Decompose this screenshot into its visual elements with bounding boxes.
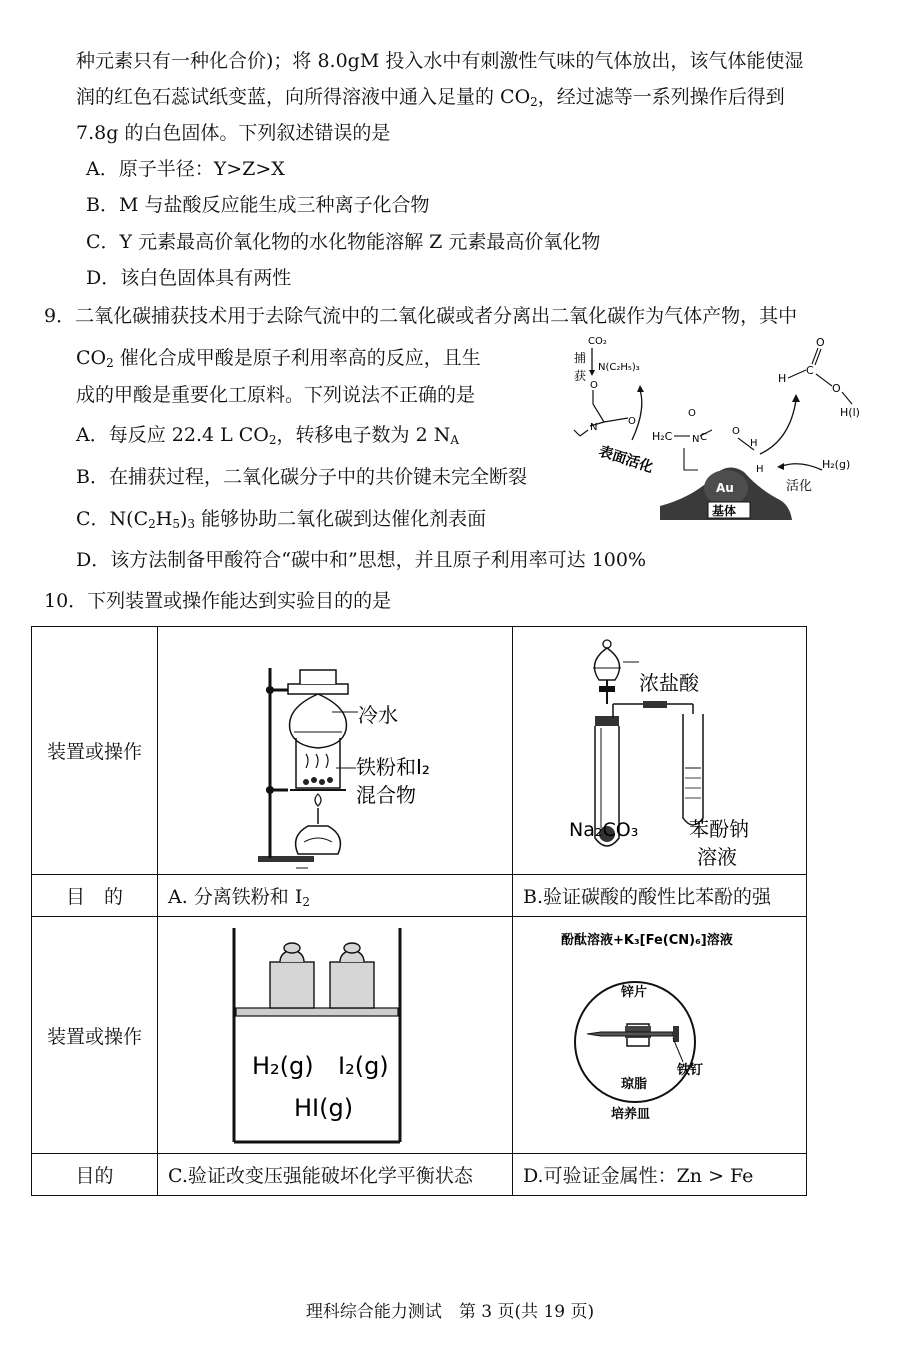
apparatus-d-nail-label: 铁钉	[677, 1062, 704, 1078]
apparatus-d-agar-label: 琼脂	[621, 1076, 648, 1092]
apparatus-c-equilibrium-container	[158, 918, 512, 1153]
diagram-product-o1: O	[816, 336, 825, 349]
q10-experiment-table	[31, 626, 807, 1196]
q9-line1: 9．二氧化碳捕获技术用于去除气流中的二氧化碳或者分离出二氧化碳作为气体产物，其中	[44, 305, 798, 327]
diagram-product-o2: O	[832, 382, 841, 395]
diagram-capture-label-1: 捕	[574, 351, 587, 365]
apparatus-b-phenoxide-label-1: 苯酚钠	[689, 816, 749, 841]
apparatus-c-hi-label: HI(g)	[294, 1093, 354, 1122]
diagram-surface-activation-label: 表面活化	[596, 443, 655, 477]
q8-line3: 7.8g 的白色固体。下列叙述错误的是	[76, 122, 391, 144]
diagram-co2-label: CO₂	[588, 336, 607, 347]
diagram-product-h: H	[778, 372, 787, 385]
row-label-device-1: 装置或操作	[32, 627, 158, 875]
q10-stem: 10．下列装置或操作能达到实验目的的是	[44, 590, 392, 612]
q8-line1: 种元素只有一种化合价)；将 8.0gM 投入水中有刺激性气味的气体放出，该气体能使湿	[76, 50, 804, 72]
svg-text:N: N	[692, 434, 700, 445]
q9-catalysis-diagram	[560, 330, 870, 530]
q9-option-a: A．每反应 22.4 L $CO_2$，转移电子数为 2 $N_A$	[76, 424, 459, 447]
diagram-capture-label-2: 获	[574, 369, 587, 383]
svg-text:H: H	[750, 438, 758, 449]
cell-b-apparatus	[513, 627, 807, 875]
q9-option-d: D．该方法制备甲酸符合“碳中和”思想，并且原子利用率可达 100%	[76, 549, 647, 571]
apparatus-d-solution-label: 酚酞溶液+K₃[Fe(CN)₆]溶液	[561, 932, 733, 948]
apparatus-b-phenoxide-label-2: 溶液	[697, 844, 737, 869]
diagram-substrate-label: 基体	[712, 504, 737, 518]
diagram-au-label: Au	[716, 481, 734, 495]
apparatus-c-h2-label: H₂(g)	[252, 1051, 314, 1080]
cell-d-purpose: D.可验证金属性：Zn > Fe	[513, 1154, 807, 1196]
apparatus-c-i2-label: I₂(g)	[338, 1051, 389, 1080]
cell-b-purpose: B.验证碳酸的酸性比苯酚的强	[513, 875, 807, 917]
row-label-purpose-1: 目 的	[32, 875, 158, 917]
diagram-h2-label: H₂(g)	[822, 458, 851, 471]
svg-text:O: O	[628, 416, 636, 427]
diagram-product-c: C	[806, 364, 814, 377]
cell-a-purpose: A. 分离铁粉和 $I_2$	[158, 875, 513, 917]
cell-d-apparatus	[513, 917, 807, 1154]
q8-option-b: B．M 与盐酸反应能生成三种离子化合物	[86, 194, 430, 216]
svg-text:N: N	[590, 422, 598, 433]
cell-a-apparatus	[158, 627, 513, 875]
q8-line2: 润的红色石蕊试纸变蓝，向所得溶液中通入足量的 $CO_2$，经过滤等一系列操作后得到	[76, 86, 785, 109]
q9-line3: 成的甲酸是重要化工原料。下列说法不正确的是	[76, 384, 476, 406]
apparatus-b-hcl-label: 浓盐酸	[639, 670, 699, 695]
svg-text:O: O	[590, 380, 598, 391]
row-label-device-2: 装置或操作	[32, 917, 158, 1154]
svg-text:H: H	[756, 464, 764, 475]
apparatus-a-cold-water-label: 冷水	[358, 702, 398, 727]
cell-c-purpose: C.验证改变压强能破坏化学平衡状态	[158, 1154, 513, 1196]
row-label-purpose-2: 目的	[32, 1154, 158, 1196]
svg-text:O: O	[688, 408, 696, 419]
apparatus-d-dish-label: 培养皿	[611, 1106, 651, 1122]
diagram-activation-label: 活化	[786, 479, 813, 494]
svg-text:O: O	[732, 426, 740, 437]
apparatus-d-corrosion-dish	[513, 918, 806, 1153]
apparatus-d-zinc-label: 锌片	[621, 984, 648, 1000]
q9-option-b: B．在捕获过程，二氧化碳分子中的共价键未完全断裂	[76, 466, 527, 488]
q8-option-a: A．原子半径：Y>Z>X	[86, 158, 285, 180]
apparatus-a-sublimation	[158, 628, 512, 874]
q9-option-c: C．$N(C_2H_5)_3$ 能够协助二氧化碳到达催化剂表面	[76, 508, 487, 531]
apparatus-a-mixture-label-1: 铁粉和I₂	[356, 754, 430, 779]
svg-text:C: C	[700, 432, 707, 443]
q8-option-d: D．该白色固体具有两性	[86, 267, 292, 289]
page-footer: 理科综合能力测试 第 3 页(共 19 页)	[305, 1302, 595, 1322]
svg-text:H₂C: H₂C	[652, 430, 673, 443]
cell-c-apparatus	[158, 917, 513, 1154]
apparatus-a-mixture-label-2: 混合物	[356, 782, 416, 807]
apparatus-b-na2co3-label: Na₂CO₃	[569, 818, 639, 841]
q9-line2: $CO_2$ 催化合成甲酸是原子利用率高的反应，且生	[76, 347, 481, 370]
q8-option-c: C．Y 元素最高价氧化物的水化物能溶解 Z 元素最高价氧化物	[86, 231, 601, 253]
diagram-amine-label: N(C₂H₅)₃	[598, 362, 640, 373]
apparatus-b-acid-strength	[513, 628, 806, 874]
diagram-product-h2: H(l)	[840, 406, 860, 419]
